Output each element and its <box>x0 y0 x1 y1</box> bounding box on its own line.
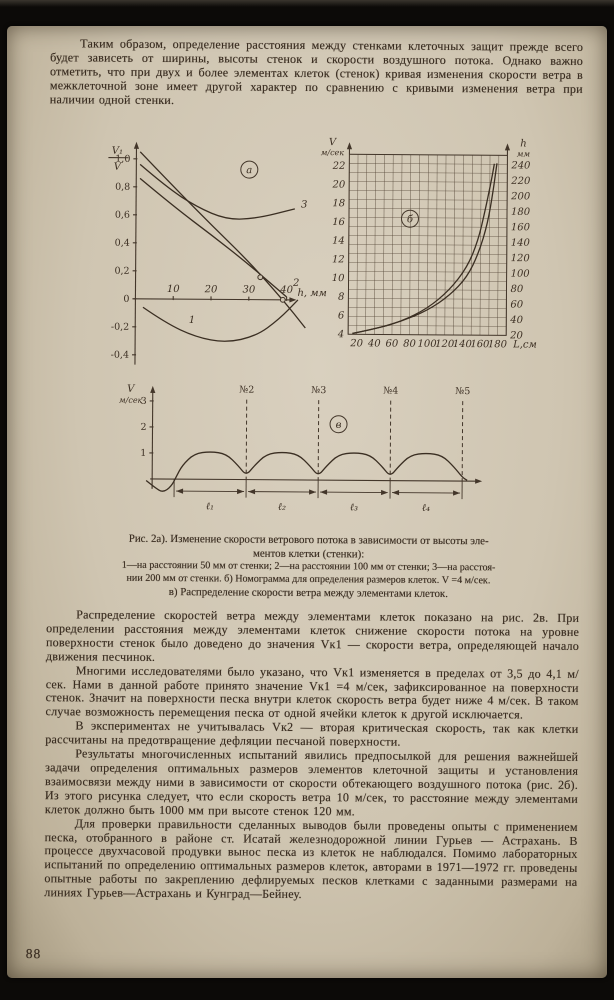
svg-text:60: 60 <box>510 299 524 311</box>
svg-text:12: 12 <box>331 254 345 266</box>
chart-v-wind-speed-between-cells <box>116 375 497 528</box>
svg-text:8: 8 <box>338 291 345 303</box>
svg-text:№5: №5 <box>455 386 471 398</box>
svg-text:240: 240 <box>511 160 531 172</box>
svg-text:0,8: 0,8 <box>115 181 131 193</box>
svg-text:а: а <box>246 165 253 177</box>
paragraph: Многими исследователями было указано, что Vк1 изменяется в пределах от 3,5 до 4,1 м/сек. Нами в данной работе принято значение Vк1 =4 м/сек, зафиксированное на поверхности стенок. Значит на поверхности песка внутри клеток скорость ветра будет ниже 4 м/сек. В таком случае возможность перемещения песка от одной ячейки клеток к другой исключается. <box>45 663 579 722</box>
svg-text:ℓ₃: ℓ₃ <box>349 502 359 514</box>
svg-text:м/сек: м/сек <box>119 395 143 405</box>
svg-text:100: 100 <box>510 268 530 280</box>
chart-b-cell-size-nomogram <box>317 132 575 374</box>
paragraph: Распределение скоростей ветра между элементами клеток показано на рис. 2в. При определении расстояния между элементами клеток снижение скорости потока на уровне поверхности стенок было доведено до значения Vк1 — скорости ветра, определяющей начало движения песчинок. <box>45 607 580 664</box>
svg-text:V: V <box>328 137 337 149</box>
paragraph: Результаты многочисленных испытаний явились предпосылкой для решения важнейшей задачи определения оптимальных размеров элементов клеточной защиты и установления взаимосвязи между ними в зависимости от скорости обтекающего воздушного потока (рис. 2б). Из этого рисунка следует, что если скорость ветра 10 м/сек, то расстояние между элементами клеток должно быть 1000 мм при высоте стенок 120 мм. <box>44 746 579 819</box>
svg-text:V₁: V₁ <box>111 145 124 157</box>
svg-text:h: h <box>520 138 527 150</box>
svg-text:80: 80 <box>510 284 524 296</box>
figure-2 <box>7 120 610 536</box>
svg-text:3: 3 <box>301 199 308 211</box>
svg-text:4: 4 <box>337 329 345 341</box>
svg-text:V: V <box>127 383 135 395</box>
svg-text:100: 100 <box>417 338 437 350</box>
figure-caption <box>48 532 568 602</box>
svg-text:160: 160 <box>470 339 490 351</box>
paragraph: В экспериментах не учитывалась Vк2 — вторая критическая скорость, так как клетки рассчитаны на предотвращение дефляции песчаной поверхности. <box>45 718 579 749</box>
caption-line: в) Распределение скорости ветра между элементами клеток. <box>168 585 449 600</box>
svg-text:в: в <box>335 419 342 431</box>
svg-text:ℓ₁: ℓ₁ <box>205 501 215 513</box>
svg-text:120: 120 <box>435 338 455 351</box>
caption-line: 1—на расстоянии 50 мм от стенки; 2—на расстоянии 100 мм от стенки; 3—на расстоя- <box>121 559 496 574</box>
svg-text:120: 120 <box>510 253 530 265</box>
caption-line: Рис. 2а). Изменение скорости ветрового потока в зависимости от высоты эле- <box>128 532 489 548</box>
svg-text:2: 2 <box>292 277 300 289</box>
svg-text:80: 80 <box>403 338 416 350</box>
svg-text:1: 1 <box>188 314 196 327</box>
svg-text:2: 2 <box>140 421 147 433</box>
svg-text:140: 140 <box>452 339 472 351</box>
svg-text:0,4: 0,4 <box>114 237 130 249</box>
svg-text:0: 0 <box>123 293 130 305</box>
caption-line: нии 200 мм от стенки. б) Номограмма для определения размеров клеток. V =4 м/сек. <box>126 572 491 587</box>
svg-text:№3: №3 <box>311 385 327 397</box>
svg-text:№2: №2 <box>239 384 255 396</box>
svg-text:30: 30 <box>242 284 256 296</box>
svg-text:140: 140 <box>510 237 530 249</box>
svg-text:10: 10 <box>331 273 345 285</box>
svg-text:V: V <box>113 161 121 173</box>
svg-text:0,6: 0,6 <box>114 209 131 221</box>
caption-line: ментов клетки (стенки): <box>252 547 365 560</box>
svg-text:h, мм: h, мм <box>297 287 327 300</box>
svg-text:б: б <box>406 214 414 226</box>
svg-text:ℓ₄: ℓ₄ <box>421 502 431 514</box>
svg-text:10: 10 <box>166 284 180 296</box>
svg-text:-0,4: -0,4 <box>110 349 130 361</box>
svg-text:20: 20 <box>204 284 218 296</box>
svg-text:40: 40 <box>280 284 294 296</box>
svg-text:20: 20 <box>350 338 364 350</box>
page-number: 88 <box>25 946 42 962</box>
intro-paragraph: Таким образом, определение расстояния между стенками клеточных защит прежде всего будет зависеть от ширины, высоты стенок и скорости воздушного потока. Однако важно отметить, что при двух и более элементах клеток (стенок) кривая изменения скорости ветра в межклеточной зоне имеет другой характер по сравнению с кривыми изменения ветра при наличии одной стенки. <box>49 36 584 108</box>
svg-text:м/сек: м/сек <box>320 148 345 158</box>
svg-text:200: 200 <box>511 191 531 203</box>
svg-text:180: 180 <box>510 206 531 218</box>
svg-text:40: 40 <box>510 314 524 327</box>
page-content <box>4 24 611 980</box>
svg-text:№4: №4 <box>383 385 399 397</box>
svg-text:40: 40 <box>367 338 381 350</box>
book-page <box>7 26 607 978</box>
svg-text:20: 20 <box>332 179 346 191</box>
svg-text:0,2: 0,2 <box>114 265 130 277</box>
svg-text:160: 160 <box>510 222 531 234</box>
svg-text:-0,2: -0,2 <box>110 321 130 333</box>
svg-text:16: 16 <box>332 216 345 229</box>
svg-text:1,0: 1,0 <box>115 153 131 165</box>
svg-text:14: 14 <box>332 235 345 247</box>
svg-text:60: 60 <box>385 338 399 350</box>
svg-text:6: 6 <box>337 310 345 322</box>
svg-text:3: 3 <box>140 395 147 407</box>
svg-text:1: 1 <box>140 447 147 459</box>
svg-text:22: 22 <box>332 160 346 172</box>
svg-text:220: 220 <box>511 175 531 188</box>
svg-text:ℓ₂: ℓ₂ <box>277 501 287 513</box>
paragraph: Для проверки правильности сделанных выводов были проведены опыты с применением песка, отобранного в районе ст. Исатай железнодорожной линии Гурьев — Астрахань. В процессе двухчасовой продувки вынос песка из клеток не наблюдался. Помимо лабораторных испытаний по определению оптимальных размеров клеток, авторами в 1971—1972 гг. проведены опытные работы по закреплению дефлируемых песков клетками с заданными размерами на линиях Гурьев—Астрахань и Кунград—Бейнеу. <box>44 815 578 902</box>
svg-text:180: 180 <box>487 339 508 351</box>
chart-a-wind-speed-vs-wall-height <box>97 129 337 371</box>
svg-text:20: 20 <box>510 330 523 342</box>
body-text <box>44 608 579 904</box>
svg-text:L,см: L,см <box>513 339 537 351</box>
svg-text:18: 18 <box>332 198 346 210</box>
svg-text:мм: мм <box>516 149 531 159</box>
